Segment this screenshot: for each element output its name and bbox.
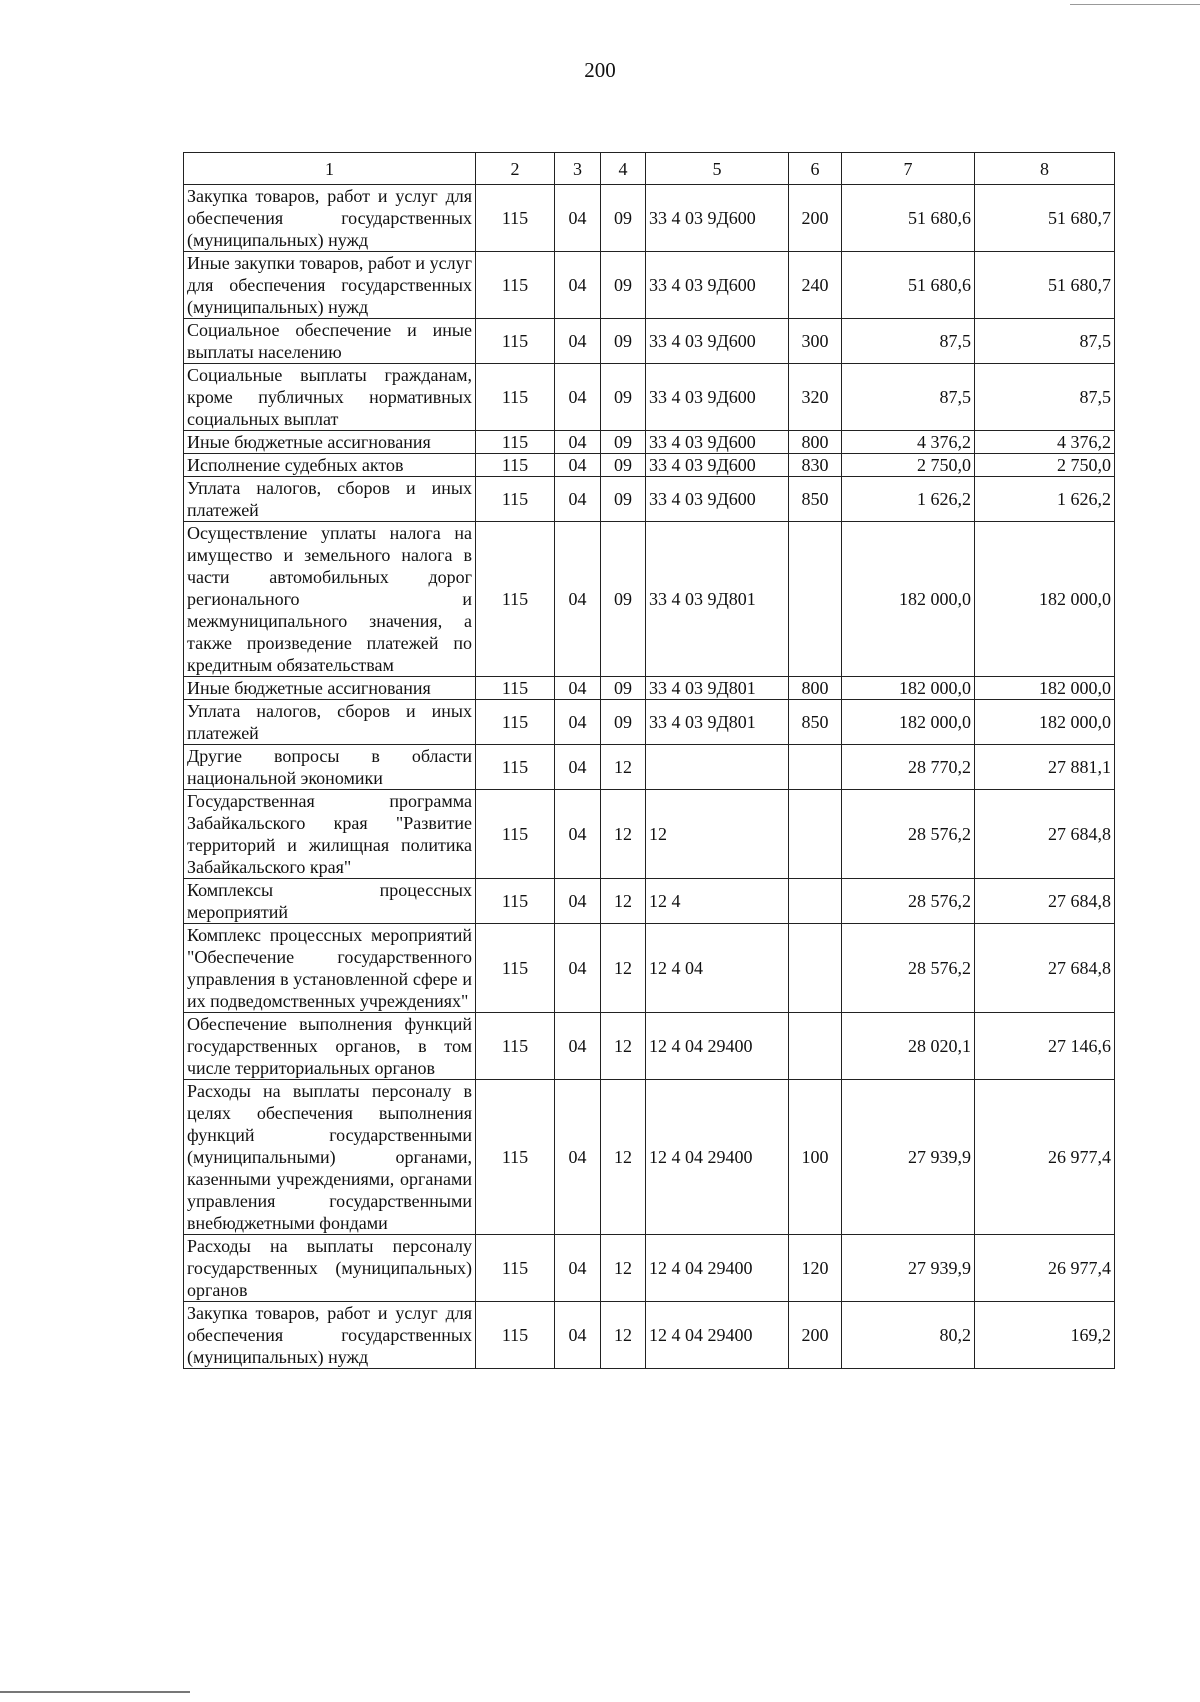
expense-name: Иные закупки товаров, работ и услуг для обеспечения государственных (муниципальных) нужд — [184, 252, 476, 319]
code-section: 04 — [555, 364, 601, 431]
code-ministry: 115 — [476, 185, 555, 252]
expense-name: Обеспечение выполнения функций государственных органов, в том числе территориальных органов — [184, 1013, 476, 1080]
code-expense-type: 800 — [789, 677, 842, 700]
code-ministry: 115 — [476, 924, 555, 1013]
code-ministry: 115 — [476, 745, 555, 790]
code-expense-type: 200 — [789, 185, 842, 252]
code-section: 04 — [555, 185, 601, 252]
code-target-article — [646, 745, 789, 790]
code-section: 04 — [555, 1080, 601, 1235]
amount-year-1: 2 750,0 — [842, 454, 975, 477]
code-section: 04 — [555, 454, 601, 477]
code-section: 04 — [555, 879, 601, 924]
code-ministry: 115 — [476, 790, 555, 879]
code-expense-type: 800 — [789, 431, 842, 454]
expense-name: Государственная программа Забайкальского края "Развитие территорий и жилищная политика Забайкальского края" — [184, 790, 476, 879]
code-subsection: 09 — [601, 252, 646, 319]
code-ministry: 115 — [476, 477, 555, 522]
table-row — [184, 924, 1115, 1013]
code-target-article: 33 4 03 9Д600 — [646, 431, 789, 454]
code-expense-type: 200 — [789, 1302, 842, 1369]
code-expense-type — [789, 1013, 842, 1080]
code-target-article: 12 4 — [646, 879, 789, 924]
amount-year-1: 28 576,2 — [842, 924, 975, 1013]
amount-year-1: 4 376,2 — [842, 431, 975, 454]
code-section: 04 — [555, 1302, 601, 1369]
amount-year-1: 28 576,2 — [842, 879, 975, 924]
code-subsection: 09 — [601, 431, 646, 454]
code-target-article: 12 — [646, 790, 789, 879]
code-subsection: 12 — [601, 790, 646, 879]
amount-year-2: 2 750,0 — [975, 454, 1115, 477]
amount-year-2: 4 376,2 — [975, 431, 1115, 454]
table-row — [184, 1302, 1115, 1369]
header-cell: 3 — [555, 153, 601, 185]
code-ministry: 115 — [476, 454, 555, 477]
code-subsection: 12 — [601, 1013, 646, 1080]
code-subsection: 09 — [601, 677, 646, 700]
amount-year-1: 80,2 — [842, 1302, 975, 1369]
code-expense-type: 830 — [789, 454, 842, 477]
code-target-article: 33 4 03 9Д801 — [646, 522, 789, 677]
expense-name: Исполнение судебных актов — [184, 454, 476, 477]
code-ministry: 115 — [476, 252, 555, 319]
code-ministry: 115 — [476, 1013, 555, 1080]
code-subsection: 12 — [601, 1235, 646, 1302]
budget-table — [183, 152, 1115, 1369]
amount-year-2: 27 146,6 — [975, 1013, 1115, 1080]
code-ministry: 115 — [476, 431, 555, 454]
table-row — [184, 745, 1115, 790]
code-expense-type: 320 — [789, 364, 842, 431]
table-row — [184, 1235, 1115, 1302]
code-section: 04 — [555, 1235, 601, 1302]
code-subsection: 12 — [601, 1302, 646, 1369]
table-body — [184, 185, 1115, 1369]
code-target-article: 33 4 03 9Д600 — [646, 477, 789, 522]
expense-name: Социальное обеспечение и иные выплаты населению — [184, 319, 476, 364]
table-row — [184, 252, 1115, 319]
amount-year-1: 182 000,0 — [842, 522, 975, 677]
table-row — [184, 790, 1115, 879]
code-ministry: 115 — [476, 1235, 555, 1302]
code-section: 04 — [555, 522, 601, 677]
expense-name: Другие вопросы в области национальной экономики — [184, 745, 476, 790]
table-row — [184, 1013, 1115, 1080]
header-cell: 6 — [789, 153, 842, 185]
amount-year-2: 27 684,8 — [975, 879, 1115, 924]
code-ministry: 115 — [476, 522, 555, 677]
table-row — [184, 477, 1115, 522]
code-section: 04 — [555, 677, 601, 700]
code-section: 04 — [555, 790, 601, 879]
table-row — [184, 454, 1115, 477]
expense-name: Закупка товаров, работ и услуг для обеспечения государственных (муниципальных) нужд — [184, 1302, 476, 1369]
code-section: 04 — [555, 745, 601, 790]
code-subsection: 12 — [601, 924, 646, 1013]
amount-year-2: 51 680,7 — [975, 185, 1115, 252]
amount-year-2: 26 977,4 — [975, 1080, 1115, 1235]
code-ministry: 115 — [476, 1302, 555, 1369]
expense-name: Комплекс процессных мероприятий "Обеспечение государственного управления в установленной сфере и их подведомственных учреждениях" — [184, 924, 476, 1013]
code-expense-type: 120 — [789, 1235, 842, 1302]
amount-year-1: 1 626,2 — [842, 477, 975, 522]
table-row — [184, 522, 1115, 677]
code-expense-type: 850 — [789, 700, 842, 745]
code-target-article: 12 4 04 29400 — [646, 1235, 789, 1302]
amount-year-1: 28 020,1 — [842, 1013, 975, 1080]
code-expense-type: 240 — [789, 252, 842, 319]
expense-name: Расходы на выплаты персоналу в целях обеспечения выполнения функций государственными (муниципальными) органами, казенными учреждениями, органами управления государственными внебюджетными фондами — [184, 1080, 476, 1235]
code-ministry: 115 — [476, 319, 555, 364]
amount-year-2: 27 684,8 — [975, 924, 1115, 1013]
expense-name: Комплексы процессных мероприятий — [184, 879, 476, 924]
code-section: 04 — [555, 431, 601, 454]
expense-name: Осуществление уплаты налога на имущество и земельного налога в части автомобильных дорог регионального и межмуниципального значения, а также произведение платежей по кредитным обязательствам — [184, 522, 476, 677]
expense-name: Закупка товаров, работ и услуг для обеспечения государственных (муниципальных) нужд — [184, 185, 476, 252]
table-row — [184, 700, 1115, 745]
header-cell: 4 — [601, 153, 646, 185]
table-row — [184, 364, 1115, 431]
code-expense-type — [789, 790, 842, 879]
code-subsection: 09 — [601, 477, 646, 522]
code-target-article: 12 4 04 — [646, 924, 789, 1013]
code-expense-type — [789, 879, 842, 924]
code-expense-type: 100 — [789, 1080, 842, 1235]
table-row — [184, 1080, 1115, 1235]
code-ministry: 115 — [476, 364, 555, 431]
amount-year-2: 182 000,0 — [975, 522, 1115, 677]
amount-year-1: 87,5 — [842, 364, 975, 431]
amount-year-2: 27 684,8 — [975, 790, 1115, 879]
code-target-article: 33 4 03 9Д801 — [646, 677, 789, 700]
amount-year-2: 27 881,1 — [975, 745, 1115, 790]
amount-year-2: 26 977,4 — [975, 1235, 1115, 1302]
code-ministry: 115 — [476, 879, 555, 924]
amount-year-1: 182 000,0 — [842, 677, 975, 700]
expense-name: Уплата налогов, сборов и иных платежей — [184, 700, 476, 745]
code-subsection: 09 — [601, 364, 646, 431]
header-cell: 2 — [476, 153, 555, 185]
code-target-article: 33 4 03 9Д600 — [646, 252, 789, 319]
code-ministry: 115 — [476, 677, 555, 700]
code-section: 04 — [555, 319, 601, 364]
code-section: 04 — [555, 252, 601, 319]
expense-name: Расходы на выплаты персоналу государственных (муниципальных) органов — [184, 1235, 476, 1302]
scan-edge-line — [0, 1691, 190, 1693]
code-subsection: 09 — [601, 522, 646, 677]
amount-year-2: 87,5 — [975, 364, 1115, 431]
header-cell: 7 — [842, 153, 975, 185]
table-row — [184, 431, 1115, 454]
code-subsection: 09 — [601, 185, 646, 252]
code-expense-type: 300 — [789, 319, 842, 364]
code-section: 04 — [555, 924, 601, 1013]
code-expense-type — [789, 522, 842, 677]
amount-year-2: 182 000,0 — [975, 700, 1115, 745]
table-row — [184, 185, 1115, 252]
code-subsection: 12 — [601, 745, 646, 790]
code-ministry: 115 — [476, 1080, 555, 1235]
amount-year-1: 51 680,6 — [842, 252, 975, 319]
scan-edge-line — [1070, 4, 1200, 5]
header-cell: 8 — [975, 153, 1115, 185]
code-subsection: 09 — [601, 319, 646, 364]
amount-year-2: 1 626,2 — [975, 477, 1115, 522]
code-section: 04 — [555, 1013, 601, 1080]
code-target-article: 12 4 04 29400 — [646, 1013, 789, 1080]
code-target-article: 33 4 03 9Д600 — [646, 319, 789, 364]
expense-name: Иные бюджетные ассигнования — [184, 677, 476, 700]
code-subsection: 12 — [601, 1080, 646, 1235]
code-subsection: 12 — [601, 879, 646, 924]
amount-year-1: 51 680,6 — [842, 185, 975, 252]
code-target-article: 33 4 03 9Д600 — [646, 185, 789, 252]
amount-year-2: 51 680,7 — [975, 252, 1115, 319]
code-target-article: 33 4 03 9Д600 — [646, 364, 789, 431]
code-expense-type — [789, 924, 842, 1013]
code-target-article: 33 4 03 9Д600 — [646, 454, 789, 477]
header-cell: 5 — [646, 153, 789, 185]
page-number: 200 — [584, 58, 616, 82]
header-cell: 1 — [184, 153, 476, 185]
header-row — [184, 153, 1115, 185]
code-ministry: 115 — [476, 700, 555, 745]
amount-year-1: 182 000,0 — [842, 700, 975, 745]
amount-year-2: 169,2 — [975, 1302, 1115, 1369]
amount-year-2: 182 000,0 — [975, 677, 1115, 700]
code-section: 04 — [555, 477, 601, 522]
code-section: 04 — [555, 700, 601, 745]
table-row — [184, 677, 1115, 700]
table-row — [184, 879, 1115, 924]
code-subsection: 09 — [601, 700, 646, 745]
amount-year-1: 28 770,2 — [842, 745, 975, 790]
code-target-article: 33 4 03 9Д801 — [646, 700, 789, 745]
amount-year-1: 27 939,9 — [842, 1080, 975, 1235]
expense-name: Иные бюджетные ассигнования — [184, 431, 476, 454]
code-expense-type: 850 — [789, 477, 842, 522]
amount-year-2: 87,5 — [975, 319, 1115, 364]
amount-year-1: 28 576,2 — [842, 790, 975, 879]
code-target-article: 12 4 04 29400 — [646, 1080, 789, 1235]
amount-year-1: 27 939,9 — [842, 1235, 975, 1302]
amount-year-1: 87,5 — [842, 319, 975, 364]
code-subsection: 09 — [601, 454, 646, 477]
expense-name: Социальные выплаты гражданам, кроме публичных нормативных социальных выплат — [184, 364, 476, 431]
code-target-article: 12 4 04 29400 — [646, 1302, 789, 1369]
code-expense-type — [789, 745, 842, 790]
table-row — [184, 319, 1115, 364]
expense-name: Уплата налогов, сборов и иных платежей — [184, 477, 476, 522]
